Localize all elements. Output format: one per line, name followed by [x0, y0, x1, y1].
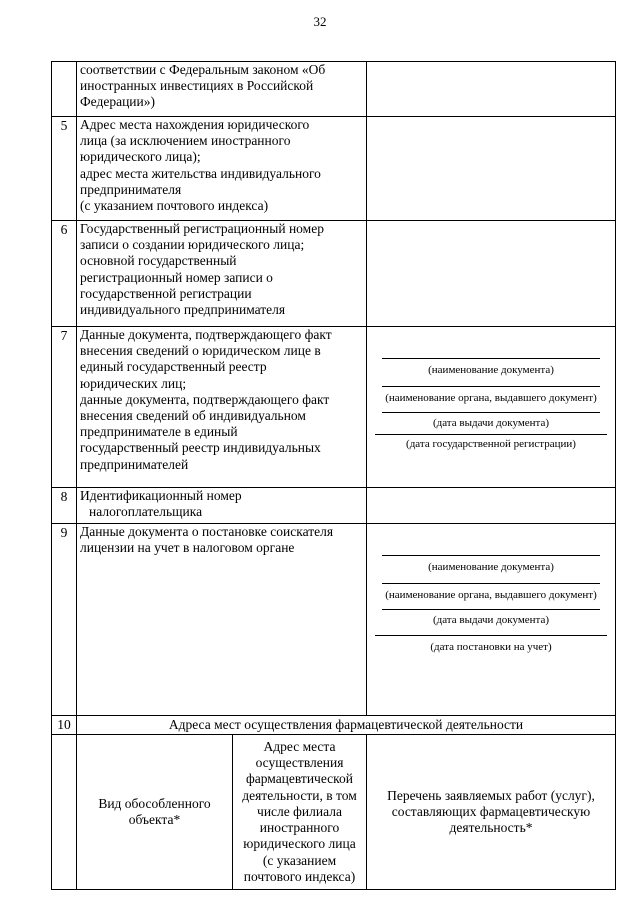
value-cell[interactable] [367, 488, 616, 524]
issuing-authority-line[interactable] [382, 583, 600, 584]
header-line: (с указанием [262, 852, 337, 868]
label-line: Идентификационный номер [80, 488, 242, 503]
header-line: числе филиала [257, 803, 342, 819]
header-line: почтового индекса) [243, 868, 356, 884]
row-number [52, 62, 77, 117]
issue-date-line[interactable] [382, 609, 600, 610]
header-line: Адрес места [263, 739, 336, 755]
label-line: единый государственный реестр [80, 359, 267, 375]
row-number: 6 [52, 221, 77, 327]
label-line: предпринимателе в единый [80, 424, 238, 440]
label-line: лицензии на учет в налоговом органе [80, 540, 295, 556]
document-name-line[interactable] [382, 358, 600, 359]
label-line: внесения сведений об индивидуальном [80, 408, 306, 424]
issuing-authority-line[interactable] [382, 386, 600, 387]
label-line: Данные документа о постановке соискателя [80, 524, 334, 539]
row-number: 5 [52, 117, 77, 221]
label-line: юридического лица); [80, 149, 201, 165]
label-line: Данные документа, подтверждающего факт [80, 327, 332, 342]
table-row-7 [52, 327, 616, 488]
label-line: иностранных инвестициях в Российской [80, 78, 314, 94]
issue-date-caption: (дата выдачи документа) [432, 614, 550, 626]
header-line: иностранного [259, 820, 340, 836]
issue-date-caption: (дата выдачи документа) [432, 417, 550, 429]
header-line: осуществления [255, 755, 344, 771]
table-row-10 [52, 716, 616, 735]
registration-date-caption: (дата государственной регистрации) [406, 438, 576, 450]
issuing-authority-caption: (наименование органа, выдавшего документ) [385, 589, 597, 601]
label-line: предпринимателей [80, 456, 189, 472]
tax-registration-date-caption: (дата постановки на учет) [430, 641, 552, 653]
table-row-continuation [52, 62, 616, 117]
label-line: Федерации») [80, 94, 156, 110]
label-line: Адрес места нахождения юридического [80, 117, 310, 132]
label-line: внесения сведений о юридическом лице в [80, 343, 321, 359]
issue-date-line[interactable] [382, 412, 600, 413]
object-type-header: Вид обособленного объекта* [77, 735, 233, 890]
address-header [233, 735, 367, 890]
label-line: налогоплательщика [89, 504, 203, 520]
label-line: соответствии с Федеральным законом «Об [80, 62, 326, 77]
empty-number-cell [52, 735, 77, 890]
label-line: юридических лиц; [80, 375, 187, 391]
label-line: (с указанием почтового индекса) [80, 198, 269, 214]
table-subheader-row [52, 735, 616, 890]
table-row-6 [52, 221, 616, 327]
label-line: индивидуального предпринимателя [80, 302, 286, 318]
row-label [77, 117, 367, 221]
label-line: адрес места жительства индивидуального [80, 165, 321, 181]
value-cell[interactable] [367, 221, 616, 327]
value-cell[interactable] [367, 62, 616, 117]
application-form-table [51, 61, 616, 890]
label-line: основной государственный [80, 253, 237, 269]
label-line: Государственный регистрационный номер [80, 221, 324, 236]
row-label [77, 221, 367, 327]
value-cell[interactable] [367, 117, 616, 221]
label-line: записи о создании юридического лица; [80, 237, 305, 253]
registration-date-line[interactable] [375, 434, 607, 435]
tax-registration-fields [367, 524, 616, 716]
label-line: государственный реестр индивидуальных [80, 440, 321, 456]
row-number: 7 [52, 327, 77, 488]
document-name-caption: (наименование документа) [428, 561, 554, 573]
section-heading: Адреса мест осуществления фармацевтической деятельности [77, 716, 616, 735]
label-line: лица (за исключением иностранного [80, 133, 291, 149]
issuing-authority-caption: (наименование органа, выдавшего документ) [385, 392, 597, 404]
document-name-caption: (наименование документа) [428, 364, 554, 376]
table-row-8 [52, 488, 616, 524]
header-line: фармацевтической [245, 771, 354, 787]
registration-document-fields [367, 327, 616, 488]
row-label [77, 524, 367, 716]
table-row-9 [52, 524, 616, 716]
row-number: 10 [52, 716, 77, 735]
row-label [77, 62, 367, 117]
row-label [77, 327, 367, 488]
table-row-5 [52, 117, 616, 221]
tax-registration-date-line[interactable] [375, 635, 607, 636]
works-list-header: Перечень заявляемых работ (услуг), составляющих фармацевтическую деятельность* [367, 735, 616, 890]
label-line: данные документа, подтверждающего факт [80, 391, 330, 407]
row-number: 8 [52, 488, 77, 524]
row-label [77, 488, 367, 524]
label-line: регистрационный номер записи о [80, 269, 273, 285]
page-number: 32 [313, 14, 327, 29]
header-line: деятельности, в том [242, 787, 357, 803]
row-number: 9 [52, 524, 77, 716]
label-line: государственной регистрации [80, 285, 252, 301]
document-name-line[interactable] [382, 555, 600, 556]
header-line: юридического лица [243, 836, 356, 852]
label-line: предпринимателя [80, 181, 182, 197]
